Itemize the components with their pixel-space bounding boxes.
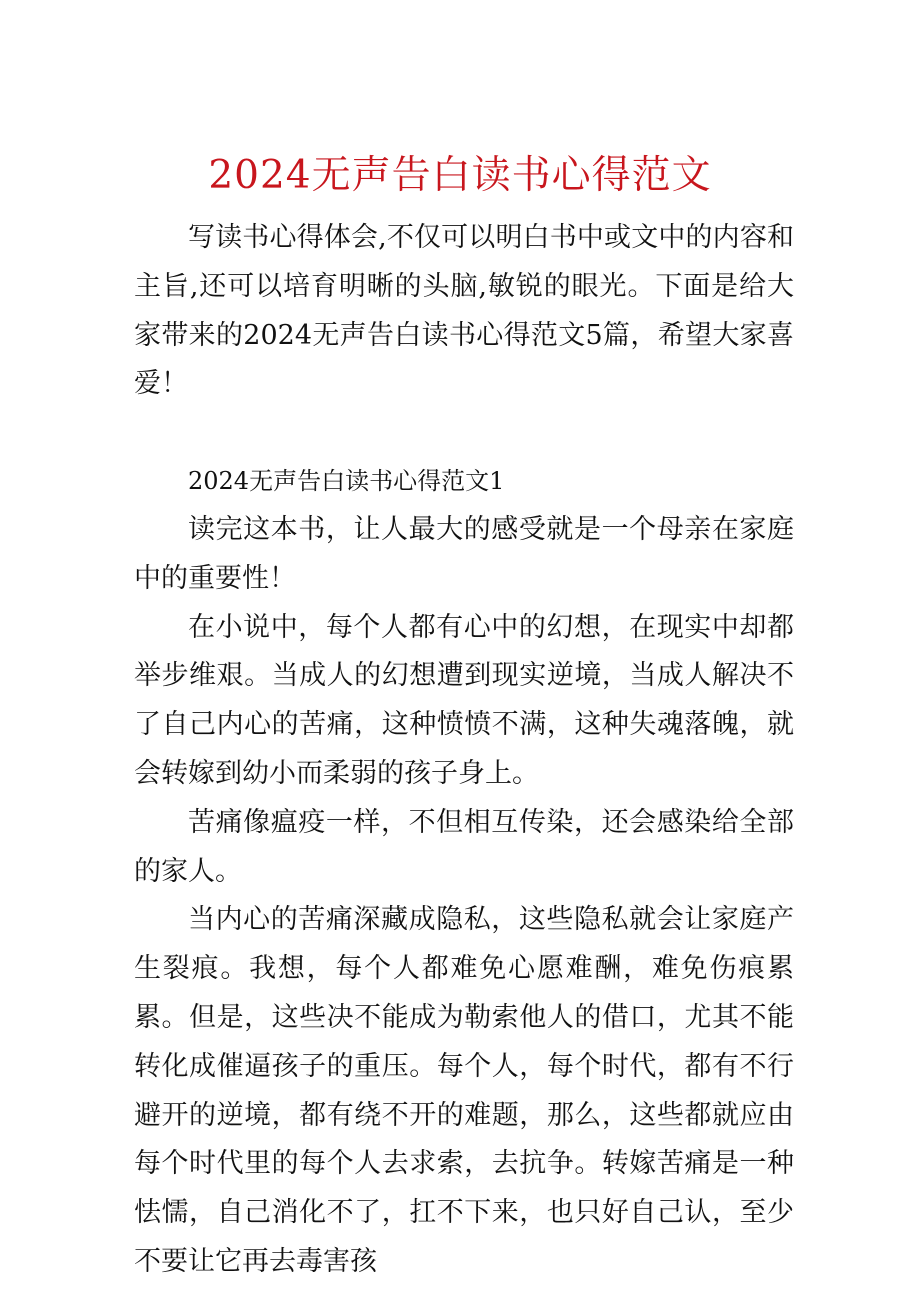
body-paragraph-2: 在小说中，每个人都有心中的幻想，在现实中却都举步维艰。当成人的幻想遭到现实逆境，当成人解决不了自己内心的苦痛，这种愤愤不满，这种失魂落魄，就会转嫁到幼小而柔弱的孩子身上。: [134, 611, 794, 789]
body-paragraph-1: 读完这本书，让人最大的感受就是一个母亲在家庭中的重要性！: [134, 513, 794, 594]
document-title: 2024无声告白读书心得范文: [208, 153, 712, 198]
document-body: [134, 214, 794, 1287]
intro-paragraph: 写读书心得体会,不仅可以明白书中或文中的内容和主旨,还可以培育明晰的头脑,敏锐的眼光。下面是给大家带来的2024无声告白读书心得范文5篇，希望大家喜爱！: [134, 222, 794, 400]
paragraph-gap: [134, 409, 794, 457]
body-paragraph-4: 当内心的苦痛深藏成隐私，这些隐私就会让家庭产生裂痕。我想，每个人都难免心愿难酬，难免伤痕累累。但是，这些决不能成为勒索他人的借口，尤其不能转化成催逼孩子的重压。每个人，每个时代，都有不行避开的逆境，都有绕不开的难题，那么，这些都就应由每个时代里的每个人去求索，去抗争。转嫁苦痛是一种怯懦，自己消化不了，扛不下来，也只好自己认，至少不要让它再去毒害孩: [134, 904, 794, 1277]
section-heading: 2024无声告白读书心得范文1: [188, 467, 505, 496]
body-paragraph-3: 苦痛像瘟疫一样，不但相互传染，还会感染给全部的家人。: [134, 806, 794, 887]
